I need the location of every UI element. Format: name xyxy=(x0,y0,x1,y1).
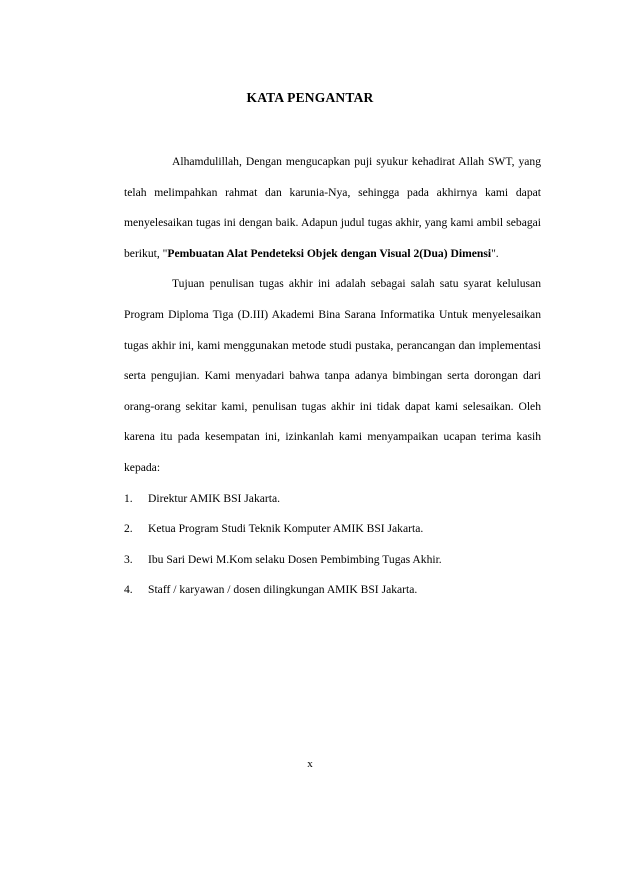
list-item xyxy=(124,484,541,515)
list-item-text: Ibu Sari Dewi M.Kom selaku Dosen Pembimbing Tugas Akhir. xyxy=(148,552,442,566)
list-item-text: Ketua Program Studi Teknik Komputer AMIK BSI Jakarta. xyxy=(148,522,424,536)
list-item-number: 4. xyxy=(124,583,133,597)
list-item-text: Direktur AMIK BSI Jakarta. xyxy=(148,491,281,505)
thesis-title: Pembuatan Alat Pendeteksi Objek dengan Visual 2(Dua) Dimensi xyxy=(167,246,492,260)
list-item xyxy=(124,514,541,545)
paragraph-intro-text: Alhamdulillah, Dengan mengucapkan puji syukur kehadirat Allah SWT, yang telah melimpahkan rahmat dan karunia-Nya, sehingga pada akhirnya kami dapat menyelesaikan tugas ini dengan baik. Adapun judul tugas akhir, yang kami ambil sebagai berikut, " xyxy=(124,155,541,260)
list-item xyxy=(124,545,541,576)
list-item-number: 2. xyxy=(124,522,133,536)
paragraph-intro-end: ". xyxy=(491,246,499,260)
acknowledgement-list xyxy=(124,484,541,606)
page-number: x xyxy=(307,758,313,770)
list-item-number: 3. xyxy=(124,552,133,566)
list-item xyxy=(124,575,541,606)
list-item-text: Staff / karyawan / dosen dilingkungan AMIK BSI Jakarta. xyxy=(148,583,418,597)
paragraph-intro xyxy=(124,147,541,269)
list-item-number: 1. xyxy=(124,491,133,505)
document-body xyxy=(124,147,541,606)
paragraph-purpose: Tujuan penulisan tugas akhir ini adalah sebagai salah satu syarat kelulusan Program Diploma Tiga (D.III) Akademi Bina Sarana Informatika Untuk menyelesaikan tugas akhir ini, kami menggunakan metode studi pustaka, perancangan dan implementasi serta pengujian. Kami menyadari bahwa tanpa adanya bimbingan serta dorongan dari orang-orang sekitar kami, penulisan tugas akhir ini tidak dapat kami selesaikan. Oleh karena itu pada kesempatan ini, izinkanlah kami menyampaikan ucapan terima kasih kepada: xyxy=(124,277,541,474)
page-title: KATA PENGANTAR xyxy=(246,90,374,105)
